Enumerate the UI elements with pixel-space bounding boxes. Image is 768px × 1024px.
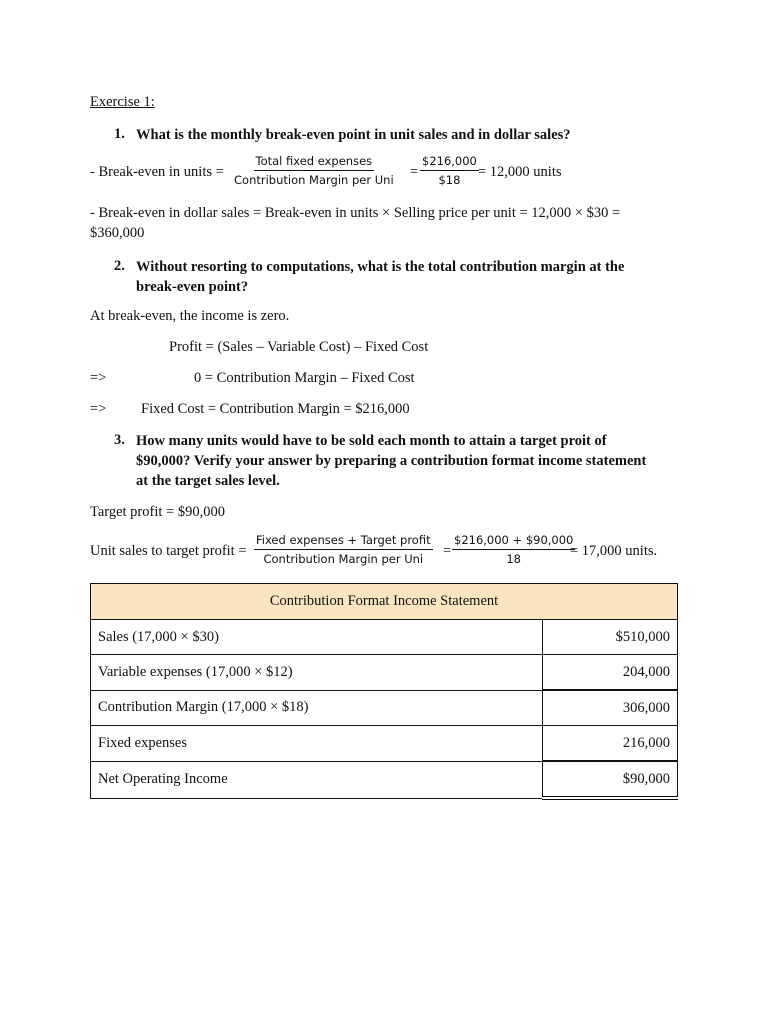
q2-question bbox=[136, 257, 676, 297]
breakeven-intro: At break-even, the income is zero. bbox=[90, 308, 290, 324]
q1-question: What is the monthly break-even point in unit sales and in dollar sales? bbox=[136, 127, 571, 143]
q3-line: How many units would have to be sold each month to attain a target proit of bbox=[136, 433, 607, 449]
row-label: Net Operating Income bbox=[91, 761, 543, 798]
table-row bbox=[91, 620, 678, 655]
equals-sign: = bbox=[410, 164, 419, 180]
breakeven-units-result: = 12,000 units bbox=[478, 164, 562, 180]
row-label: Variable expenses (17,000 × $12) bbox=[91, 655, 543, 691]
q3-line: $90,000? Verify your answer by preparing a contribution format income statement bbox=[136, 453, 647, 469]
table-row bbox=[91, 690, 678, 726]
unit-sales-label: Unit sales to target profit = bbox=[90, 543, 247, 559]
table-row bbox=[91, 655, 678, 691]
q3-line: at the target sales level. bbox=[136, 473, 280, 489]
breakeven-units-label: - Break-even in units = bbox=[90, 164, 224, 180]
q3-fraction-formula bbox=[254, 533, 433, 566]
q2-line: Without resorting to computations, what is the total contribution margin at the bbox=[136, 259, 625, 275]
row-amount: $510,000 bbox=[543, 620, 678, 655]
row-amount: $90,000 bbox=[543, 761, 678, 798]
row-label: Sales (17,000 × $30) bbox=[91, 620, 543, 655]
unit-sales-result: = 17,000 units. bbox=[570, 543, 658, 559]
fraction-denominator: Contribution Margin per Uni bbox=[263, 552, 424, 566]
exercise-heading: Exercise 1: bbox=[90, 94, 155, 110]
row-label: Contribution Margin (17,000 × $18) bbox=[91, 690, 543, 726]
row-label: Fixed expenses bbox=[91, 726, 543, 762]
q2-number: 2. bbox=[114, 258, 125, 274]
fraction-numerator: Total fixed expenses bbox=[254, 154, 375, 171]
implies-arrow: => bbox=[90, 370, 107, 386]
fraction-numerator: $216,000 bbox=[420, 154, 479, 171]
q3-fraction-values bbox=[452, 533, 575, 566]
q1-number: 1. bbox=[114, 126, 125, 142]
table-row bbox=[91, 761, 678, 798]
fraction-denominator: Contribution Margin per Uni bbox=[234, 173, 394, 187]
q1-fraction-values bbox=[420, 154, 479, 187]
q3-question bbox=[136, 431, 676, 491]
implies-arrow: => bbox=[90, 401, 107, 417]
zero-formula: 0 = Contribution Margin – Fixed Cost bbox=[194, 370, 415, 386]
fraction-numerator: $216,000 + $90,000 bbox=[452, 533, 575, 550]
q3-number: 3. bbox=[114, 432, 125, 448]
fraction-denominator: $18 bbox=[438, 173, 461, 187]
breakeven-dollars-value: $360,000 bbox=[90, 225, 145, 241]
income-statement-table bbox=[90, 583, 678, 800]
equals-sign: = bbox=[443, 543, 452, 559]
table-title: Contribution Format Income Statement bbox=[91, 584, 678, 620]
fraction-denominator: 18 bbox=[506, 552, 521, 566]
row-amount: 216,000 bbox=[543, 726, 678, 762]
target-profit: Target profit = $90,000 bbox=[90, 504, 225, 520]
breakeven-dollars-line: - Break-even in dollar sales = Break-even in units × Selling price per unit = 12,000 × $30 = bbox=[90, 205, 621, 221]
row-amount: 204,000 bbox=[543, 655, 678, 691]
table-row bbox=[91, 726, 678, 762]
profit-formula: Profit = (Sales – Variable Cost) – Fixed Cost bbox=[169, 339, 429, 355]
row-amount: 306,000 bbox=[543, 690, 678, 726]
fixed-cost-formula: Fixed Cost = Contribution Margin = $216,000 bbox=[141, 401, 410, 417]
q2-line: break-even point? bbox=[136, 279, 249, 295]
table-header-row bbox=[91, 584, 678, 620]
fraction-numerator: Fixed expenses + Target profit bbox=[254, 533, 433, 550]
q1-fraction-formula bbox=[232, 154, 396, 187]
